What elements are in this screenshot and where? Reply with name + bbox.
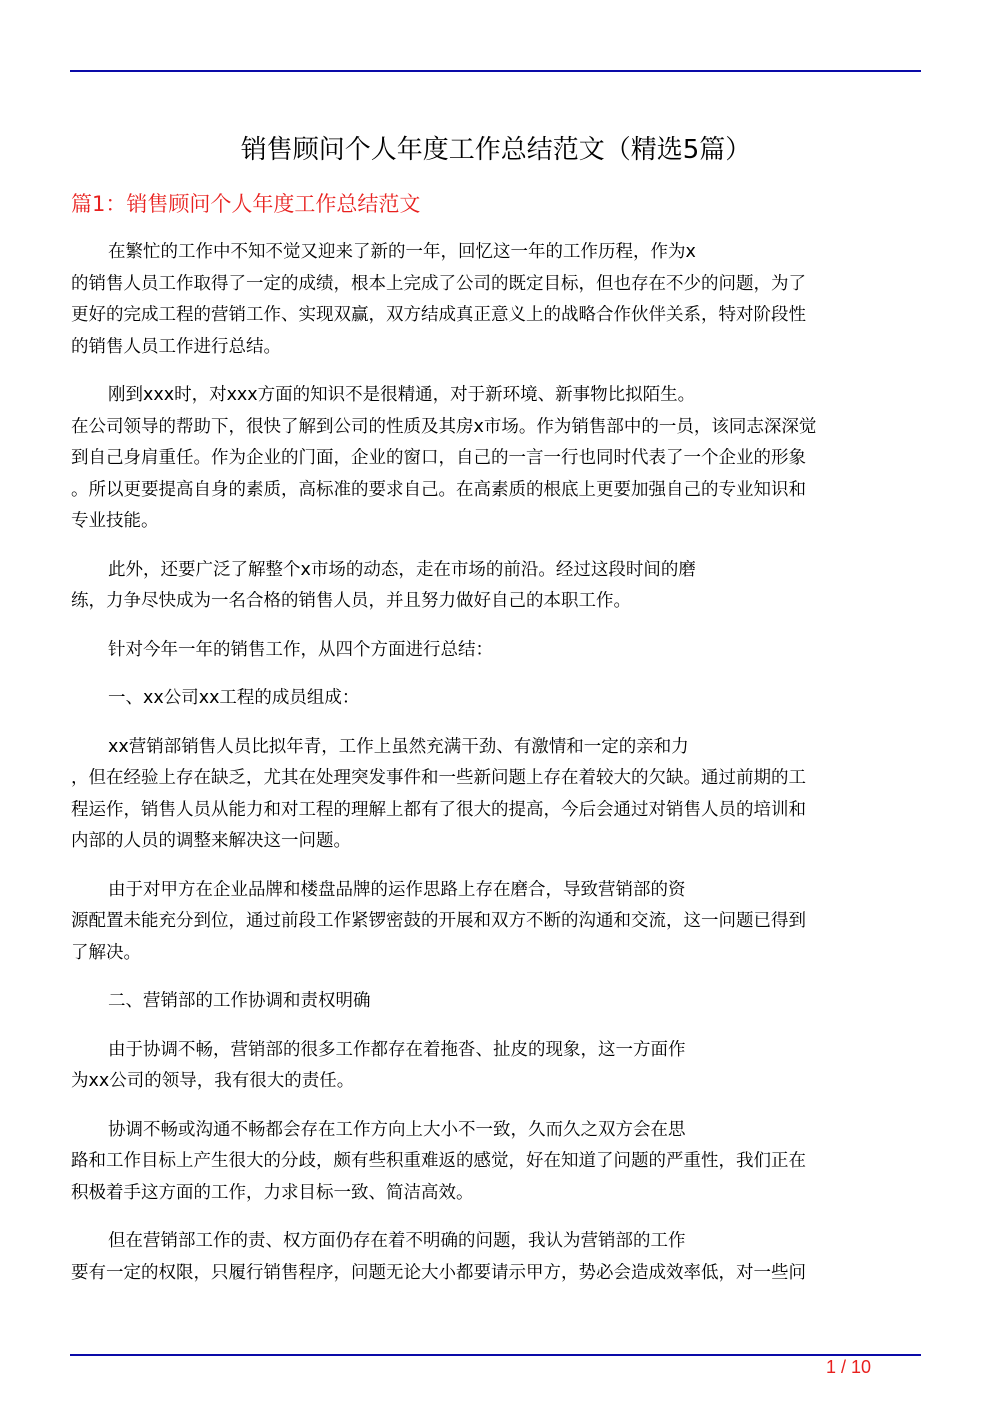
paragraph (71, 635, 921, 667)
paragraph-line: 到自己身肩重任。作为企业的门面，企业的窗口，自己的一言一行也同时代表了一个企业的形象 (71, 448, 806, 468)
paragraph-line: 二、营销部的工作协调和责权明确 (108, 991, 371, 1011)
paragraph-line: 源配置未能充分到位，通过前段工作紧锣密鼓的开展和双方不断的沟通和交流，这一问题已得到 (71, 911, 806, 931)
paragraph-line: 积极着手这方面的工作，力求目标一致、简洁高效。 (71, 1182, 474, 1203)
paragraph-line: 刚到xxx时，对xxx方面的知识不是很精通，对于新环境、新事物比拟陌生。 (108, 385, 696, 405)
paragraph-line: 程运作，销售人员从能力和对工程的理解上都有了很大的提高，今后会通过对销售人员的培训和 (71, 799, 806, 820)
paragraph-line: 路和工作目标上产生很大的分歧，颇有些积重难返的感觉，好在知道了问题的严重性，我们正在 (71, 1151, 806, 1171)
paragraph-line: 要有一定的权限，只履行销售程序，问题无论大小都要请示甲方，势必会造成效率低，对一些问 (71, 1262, 806, 1283)
paragraph (71, 1035, 921, 1098)
paragraph-line: 在公司领导的帮助下，很快了解到公司的性质及其房x市场。作为销售部中的一员，该同志深深觉 (71, 416, 817, 437)
paragraph (71, 237, 921, 363)
paragraph (71, 1226, 921, 1289)
paragraph-line: 内部的人员的调整来解决这一问题。 (71, 831, 351, 851)
section-heading: 篇1：销售顾问个人年度工作总结范文 (71, 192, 421, 216)
paragraph (71, 732, 921, 858)
page-number: 1 / 10 (826, 1357, 872, 1377)
paragraph (71, 555, 921, 618)
paragraph-line: xx营销部销售人员比拟年青，工作上虽然充满干劲、有激情和一定的亲和力 (108, 736, 689, 757)
paragraph-line: 的销售人员工作取得了一定的成绩，根本上完成了公司的既定目标，但也存在不少的问题，为了 (71, 273, 806, 294)
paragraph-line: 针对今年一年的销售工作，从四个方面进行总结： (108, 639, 493, 660)
paragraph-line: 练，力争尽快成为一名合格的销售人员，并且努力做好自己的本职工作。 (71, 591, 631, 611)
paragraph-line: 更好的完成工程的营销工作、实现双赢，双方结成真正意义上的战略合作伙伴关系，特对阶段性 (71, 305, 806, 325)
document-title: 销售顾问个人年度工作总结范文（精选5篇） (240, 135, 752, 165)
paragraph-line: 此外，还要广泛了解整个x市场的动态，走在市场的前沿。经过这段时间的磨 (108, 559, 696, 580)
paragraph-line: 由于对甲方在企业品牌和楼盘品牌的运作思路上存在磨合，导致营销部的资 (108, 879, 686, 900)
paragraph (71, 875, 921, 970)
paragraph (71, 380, 921, 538)
header-rule (70, 70, 921, 72)
paragraph-line: 为xx公司的领导，我有很大的责任。 (71, 1071, 355, 1091)
paragraph-line: 的销售人员工作进行总结。 (71, 336, 281, 357)
paragraph-line: ，但在经验上存在缺乏，尤其在处理突发事件和一些新问题上存在着较大的欠缺。通过前期的工 (71, 768, 806, 788)
paragraph-line: 专业技能。 (71, 511, 159, 531)
paragraph-line: 但在营销部工作的责、权方面仍存在着不明确的问题，我认为营销部的工作 (108, 1231, 686, 1251)
paragraph-line: 由于协调不畅，营销部的很多工作都存在着拖沓、扯皮的现象，这一方面作 (108, 1039, 686, 1060)
paragraph (71, 683, 921, 715)
paragraph-line: 在繁忙的工作中不知不觉又迎来了新的一年，回忆这一年的工作历程，作为x (108, 242, 696, 262)
footer-rule (70, 1354, 921, 1356)
paragraph-line: 一、xx公司xx工程的成员组成： (108, 688, 360, 708)
paragraph (71, 986, 921, 1018)
paragraph (71, 1115, 921, 1210)
paragraph-line: 协调不畅或沟通不畅都会存在工作方向上大小不一致，久而久之双方会在思 (108, 1119, 686, 1140)
paragraph-line: 了解决。 (71, 942, 141, 963)
paragraph-line: 。所以更要提高自身的素质，高标准的要求自己。在高素质的根底上更要加强自己的专业知识和 (71, 479, 806, 500)
document-body (71, 237, 921, 1306)
